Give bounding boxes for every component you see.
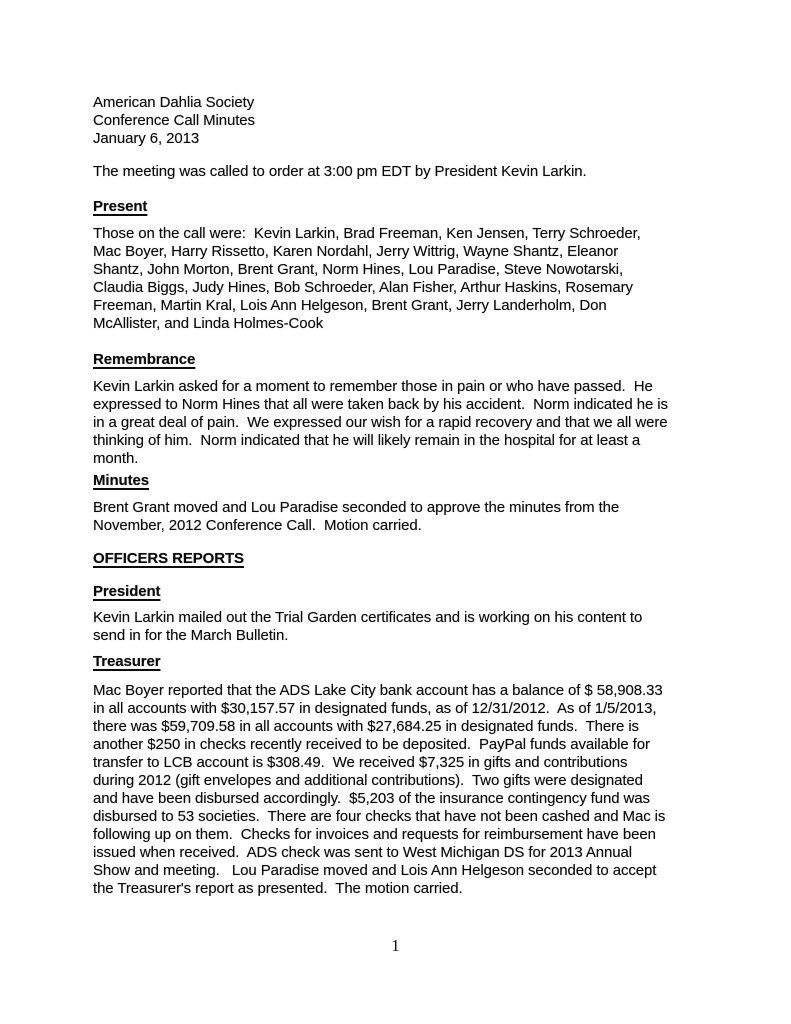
section-heading-present: Present: [93, 198, 148, 215]
text-line: there was $59,709.58 in all accounts with $27,684.25 in designated funds. There is: [93, 718, 639, 735]
text-line: Claudia Biggs, Judy Hines, Bob Schroeder, Alan Fisher, Arthur Haskins, Rosemary: [93, 279, 633, 296]
section-paragraph-remembrance: [93, 378, 733, 468]
text-line: November, 2012 Conference Call. Motion carried.: [93, 517, 422, 534]
text-line: following up on them. Checks for invoices and requests for reimbursement have been: [93, 826, 656, 843]
text-line: in all accounts with $30,157.57 in designated funds, as of 12/31/2012. As of 1/5/2013,: [93, 700, 657, 717]
text-line: in a great deal of pain. We expressed our wish for a rapid recovery and that we all were: [93, 414, 668, 431]
text-line: transfer to LCB account is $308.49. We received $7,325 in gifts and contributions: [93, 754, 628, 771]
meeting-intro: [93, 163, 733, 181]
section-paragraph-president: [93, 609, 733, 645]
page-number: 1: [391, 936, 400, 955]
text-line: Shantz, John Morton, Brent Grant, Norm Hines, Lou Paradise, Steve Nowotarski,: [93, 261, 624, 278]
text-line: expressed to Norm Hines that all were taken back by his accident. Norm indicated he is: [93, 396, 668, 413]
section-paragraph-treasurer: [93, 682, 733, 898]
text-line: send in for the March Bulletin.: [93, 627, 289, 644]
section-heading-officers-reports: OFFICERS REPORTS: [93, 550, 244, 567]
text-line: Those on the call were: Kevin Larkin, Brad Freeman, Ken Jensen, Terry Schroeder,: [93, 225, 641, 242]
text-line: Conference Call Minutes: [93, 112, 255, 129]
text-line: Freeman, Martin Kral, Lois Ann Helgeson, Brent Grant, Jerry Landerholm, Don: [93, 297, 607, 314]
section-heading-remembrance: Remembrance: [93, 351, 196, 368]
text-line: month.: [93, 450, 139, 467]
text-line: Mac Boyer, Harry Rissetto, Karen Nordahl, Jerry Wittrig, Wayne Shantz, Eleanor: [93, 243, 619, 260]
text-line: issued when received. ADS check was sent to West Michigan DS for 2013 Annual: [93, 844, 632, 861]
text-line: McAllister, and Linda Holmes-Cook: [93, 315, 324, 332]
text-line: Kevin Larkin asked for a moment to remember those in pain or who have passed. He: [93, 378, 653, 395]
text-line: another $250 in checks recently received to be deposited. PayPal funds available for: [93, 736, 650, 753]
text-line: disbursed to 53 societies. There are four checks that have not been cashed and Mac is: [93, 808, 666, 825]
section-heading-minutes: Minutes: [93, 472, 149, 489]
text-line: January 6, 2013: [93, 130, 200, 147]
section-paragraph-minutes: [93, 499, 733, 535]
text-line: during 2012 (gift envelopes and additional contributions). Two gifts were designated: [93, 772, 643, 789]
section-paragraph-present: [93, 225, 733, 333]
text-line: Mac Boyer reported that the ADS Lake City bank account has a balance of $ 58,908.33: [93, 682, 663, 699]
text-line: Show and meeting. Lou Paradise moved and Lois Ann Helgeson seconded to accept: [93, 862, 657, 879]
document-content: [93, 94, 733, 898]
text-line: Brent Grant moved and Lou Paradise seconded to approve the minutes from the: [93, 499, 620, 516]
text-line: the Treasurer's report as presented. The motion carried.: [93, 880, 463, 897]
text-line: and have been disbursed accordingly. $5,203 of the insurance contingency fund was: [93, 790, 650, 807]
meeting-intro-text: The meeting was called to order at 3:00 pm EDT by President Kevin Larkin.: [93, 163, 587, 180]
text-line: American Dahlia Society: [93, 94, 255, 111]
section-heading-president: President: [93, 583, 161, 600]
text-line: Kevin Larkin mailed out the Trial Garden certificates and is working on his content to: [93, 609, 643, 626]
document-title-block: [93, 94, 733, 148]
section-heading-treasurer: Treasurer: [93, 653, 161, 670]
text-line: thinking of him. Norm indicated that he will likely remain in the hospital for at least a: [93, 432, 641, 449]
